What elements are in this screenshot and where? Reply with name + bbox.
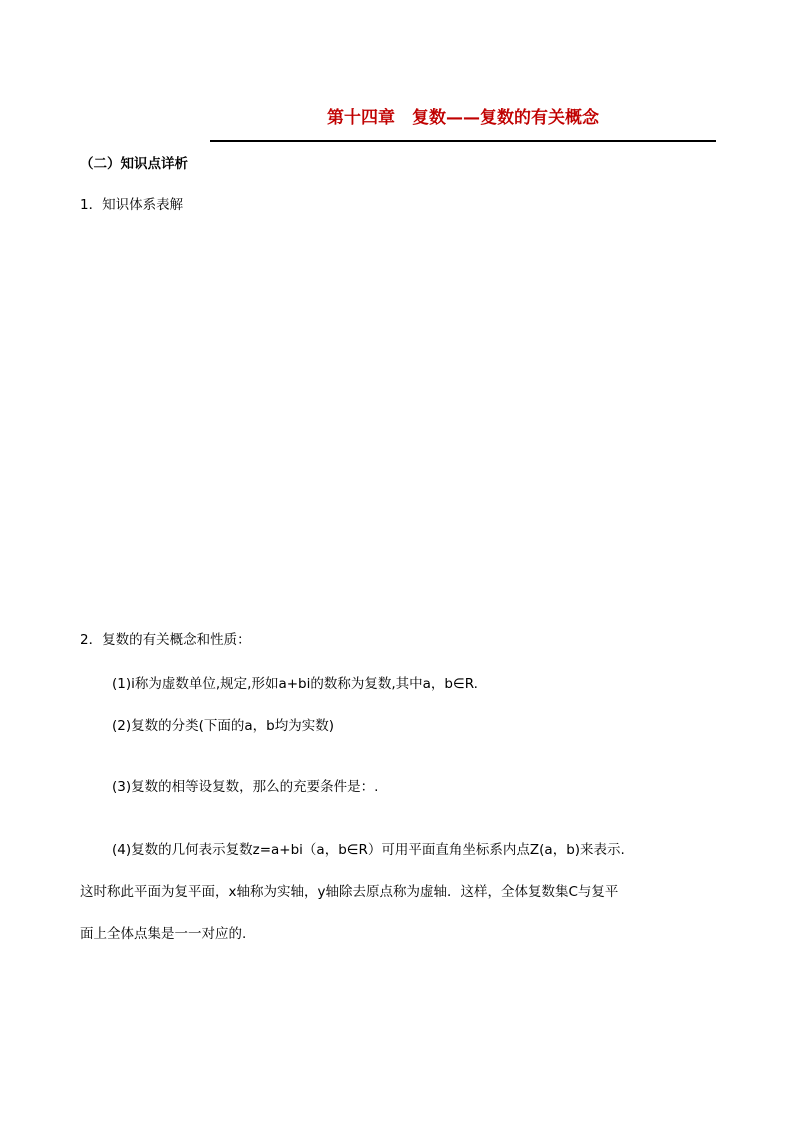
paragraph-geometric-line1: (4)复数的几何表示复数z=a+bi（a，b∈R）可用平面直角坐标系内点Z(a，b)来表示. [112, 842, 625, 858]
paragraph-equality: (3)复数的相等设复数，那么的充要条件是：. [112, 779, 379, 795]
paragraph-classification: (2)复数的分类(下面的a，b均为实数) [112, 718, 334, 734]
paragraph-imaginary-unit: (1)i称为虚数单位,规定,形如a+bi的数称为复数,其中a，b∈R. [112, 676, 478, 692]
item2-heading: 2．复数的有关概念和性质： [80, 632, 251, 648]
paragraph-geometric-line2: 这时称此平面为复平面，x轴称为实轴，y轴除去原点称为虚轴．这样，全体复数集C与复平 [80, 884, 619, 900]
paragraph-geometric-line3: 面上全体点集是一一对应的. [80, 926, 247, 942]
document-title: 第十四章 复数——复数的有关概念 [327, 108, 599, 128]
item1-heading: 1．知识体系表解 [80, 197, 184, 213]
title-underline [210, 140, 716, 142]
section-heading: （二）知识点详析 [80, 156, 188, 172]
